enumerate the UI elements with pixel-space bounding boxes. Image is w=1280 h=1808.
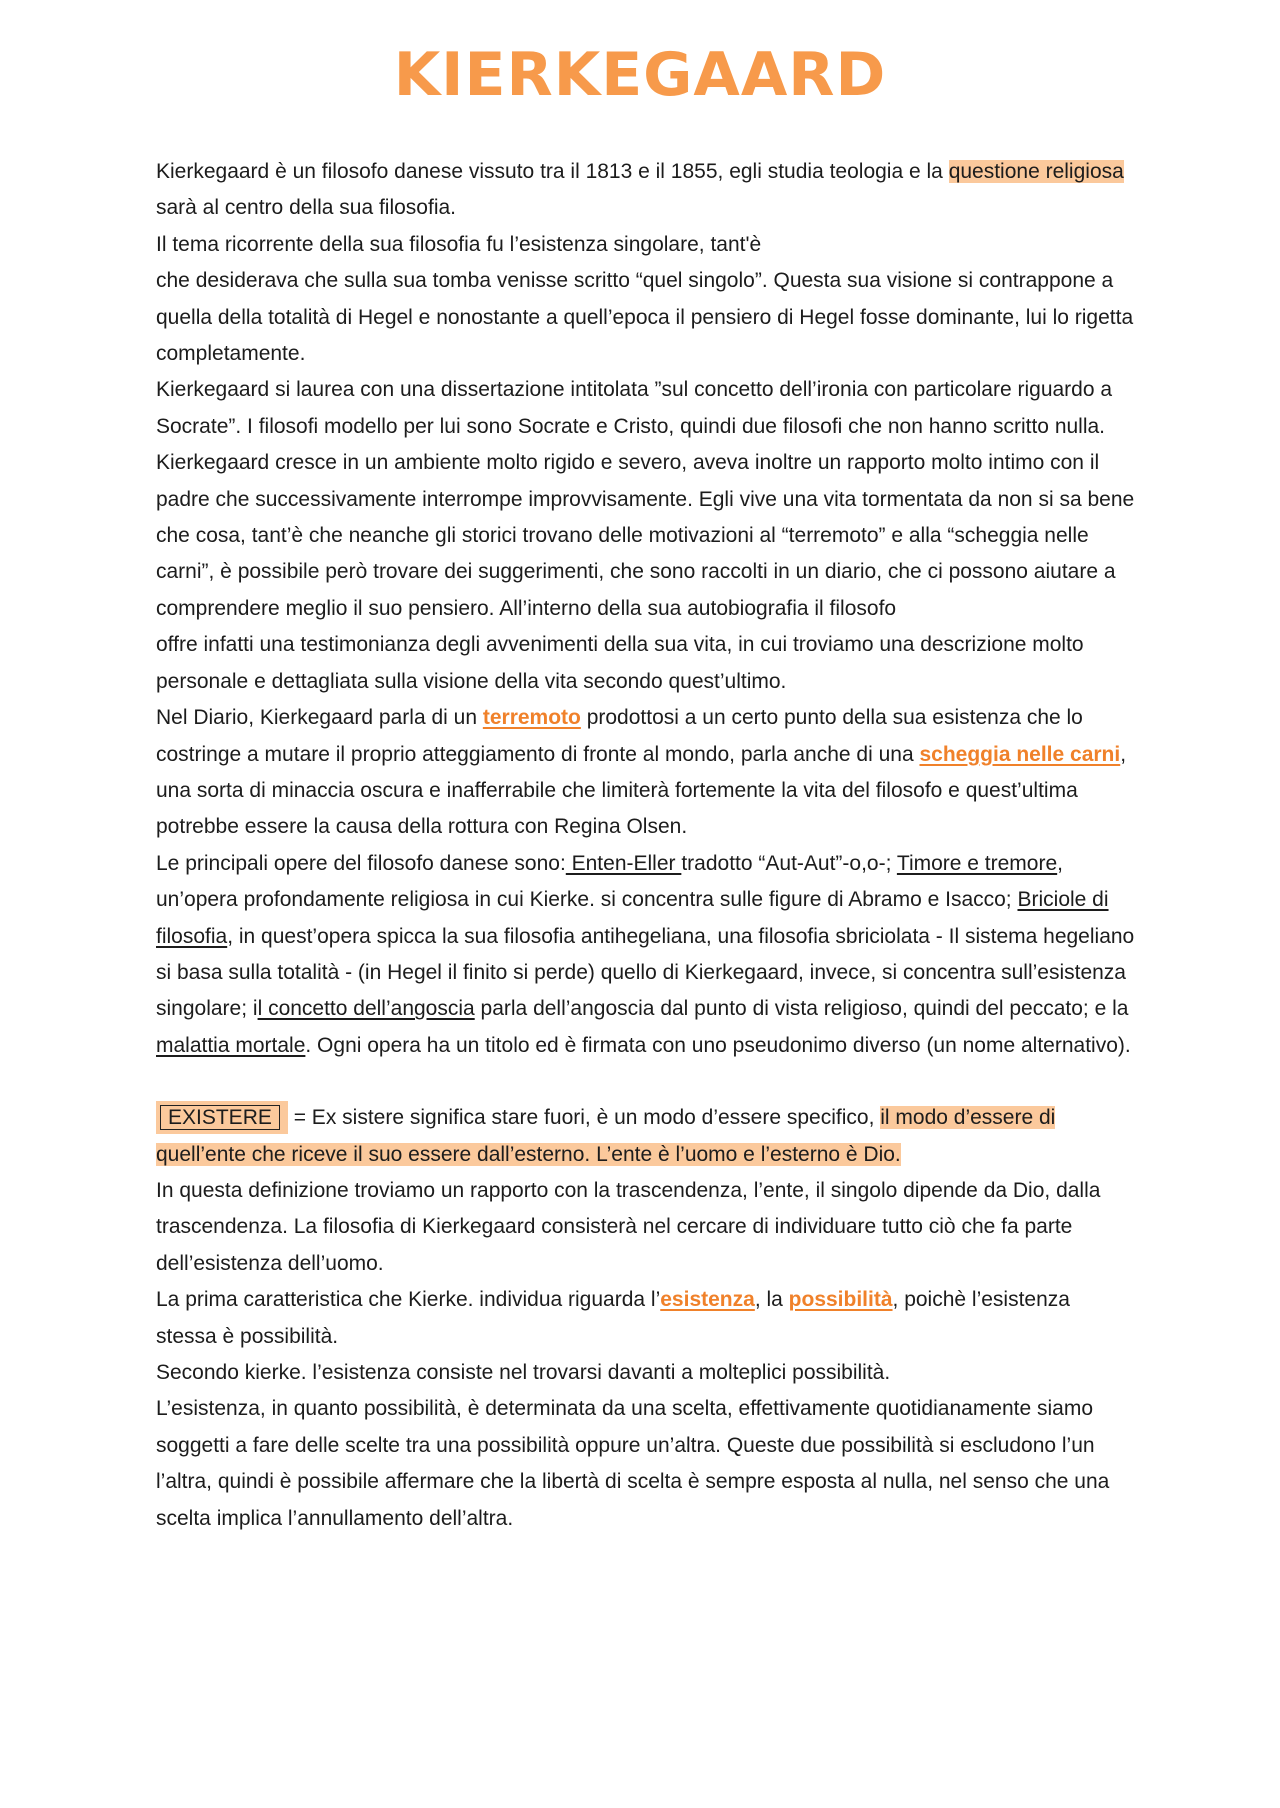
work-malattia-mortale: malattia mortale bbox=[156, 1033, 306, 1057]
page-title: KIERKEGAARD bbox=[393, 40, 887, 110]
text-run: , poichè l’esistenza stessa è possibilità. bbox=[156, 1288, 1070, 1348]
work-briciole-di-filosofia: Briciole di filosofia bbox=[156, 888, 1109, 948]
keyword-scheggia-nelle-carni: scheggia nelle carni bbox=[919, 742, 1121, 766]
text-run: prodottosi a un certo punto della sua esistenza che lo costringe a mutare il proprio atteggiamento di fronte al mondo, parla anche di una bbox=[156, 706, 1083, 766]
text-run: . Ogni opera ha un titolo ed è firmata con uno pseudonimo diverso (un nome alternativo). bbox=[305, 1033, 1131, 1057]
keyword-esistenza: esistenza bbox=[660, 1288, 755, 1312]
paragraph-tema: Il tema ricorrente della sua filosofia fu l’esistenza singolare, tant'è bbox=[156, 232, 762, 256]
paragraph-laurea: Kierkegaard si laurea con una dissertazione intitolata ”sul concetto dell’ironia con particolare riguardo a Socrate”. I filosofi modello per lui sono Socrate e Cristo, quindi due filosofi che non hanno scritto nulla. Kierkegaard cresce in un ambiente molto rigido e severo, aveva inoltre un rapporto molto intimo con il padre che successivamente interrompe improvvisamente. Egli vive una vita tormentata da non si sa bene che cosa, tant’è che neanche gli storici trovano delle motivazioni al “terremoto” e alla “scheggia nelle carni”, è possibile però trovare dei suggerimenti, che sono raccolti in un diario, che ci possono aiutare a comprendere meglio il suo pensiero. All’interno della sua autobiografia il filosofo bbox=[156, 378, 1135, 620]
paragraph-existere bbox=[156, 1100, 1136, 1173]
highlight-definizione: il modo d’essere di quell’ente che riceve il suo essere dall’esterno. L’ente è l’uomo e l’esterno è Dio. bbox=[156, 1106, 1056, 1166]
text-run: Kierkegaard è un filosofo danese vissuto tra il 1813 e il 1855, egli studia teologia e la bbox=[156, 160, 949, 183]
term-box-wrapper bbox=[156, 1101, 288, 1134]
paragraph-intro bbox=[156, 154, 1136, 227]
paragraph-caratteristica bbox=[156, 1282, 1136, 1355]
text-run: Le principali opere del filosofo danese sono: bbox=[156, 851, 566, 875]
text-run: Nel Diario, Kierkegaard parla di un bbox=[156, 706, 483, 730]
text-run: parla dell’angoscia dal punto di vista religioso, quindi del peccato; e la bbox=[474, 997, 1129, 1021]
paragraph-molteplici: Secondo kierke. l’esistenza consiste nel trovarsi davanti a molteplici possibilità. bbox=[156, 1361, 891, 1384]
work-timore-e-tremore: Timore e tremore bbox=[896, 851, 1058, 875]
keyword-terremoto: terremoto bbox=[482, 706, 581, 730]
paragraph-opere bbox=[156, 846, 1136, 1064]
text-run: , una sorta di minaccia oscura e inafferrabile che limiterà fortemente la vita del filosofo e quest’ultima potrebbe essere la causa della rottura con Regina Olsen. bbox=[156, 742, 1127, 839]
text-run: , un’opera profondamente religiosa in cui Kierke. si concentra sulle figure di Abramo e Isacco; bbox=[156, 851, 1063, 912]
paragraph-testimonianza: offre infatti una testimonianza degli avvenimenti della sua vita, in cui troviamo una descrizione molto personale e dettagliata sulla visione della vita secondo quest’ultimo. bbox=[156, 633, 1084, 693]
term-existere: EXISTERE bbox=[160, 1105, 280, 1130]
paragraph-diario bbox=[156, 700, 1136, 846]
paragraph-trascendenza: In questa definizione troviamo un rapporto con la trascendenza, l’ente, il singolo dipende da Dio, dalla trascendenza. La filosofia di Kierkegaard consisterà nel cercare di individuare tutto ciò che fa parte dell’esistenza dell’uomo. bbox=[156, 1178, 1101, 1275]
text-run: sarà al centro della sua filosofia. bbox=[156, 196, 456, 220]
text-run: , in quest’opera spicca la sua filosofia antihegeliana, una filosofia sbriciolata - Il sistema hegeliano si basa sulla totalità - (in Hegel il finito si perde) quello di Kierkegaard, invece, si concentra sull’esistenza singolare; i bbox=[156, 924, 1135, 1021]
text-run: , la bbox=[754, 1288, 789, 1312]
text-run: = Ex sistere significa stare fuori, è un modo d’essere specifico, bbox=[287, 1106, 881, 1130]
keyword-possibilita: possibilità bbox=[788, 1288, 893, 1312]
text-run: La prima caratteristica che Kierke. individua riguarda l’ bbox=[156, 1288, 661, 1312]
work-concetto-dell-angoscia: l concetto dell’angoscia bbox=[257, 997, 475, 1021]
document-body bbox=[156, 154, 1136, 1537]
paragraph-spacer bbox=[156, 1064, 1136, 1100]
text-run: tradotto “Aut-Aut”-o,o-; bbox=[681, 851, 897, 875]
work-enten-eller: Enten-Eller bbox=[565, 851, 682, 875]
paragraph-singolo: che desiderava che sulla sua tomba venisse scritto “quel singolo”. Questa sua visione si contrappone a quella della totalità di Hegel e nonostante a quell’epoca il pensiero di Hegel fosse dominante, lui lo rigetta completamente. bbox=[156, 269, 1134, 366]
paragraph-scelta: L’esistenza, in quanto possibilità, è determinata da una scelta, effettivamente quotidianamente siamo soggetti a fare delle scelte tra una possibilità oppure un’altra. Queste due possibilità si escludono l’un l’altra, quindi è possibile affermare che la libertà di scelta è sempre esposta al nulla, nel senso che una scelta implica l’annullamento dell’altra. bbox=[156, 1397, 1110, 1530]
highlight-questione-religiosa: questione religiosa bbox=[948, 160, 1124, 183]
